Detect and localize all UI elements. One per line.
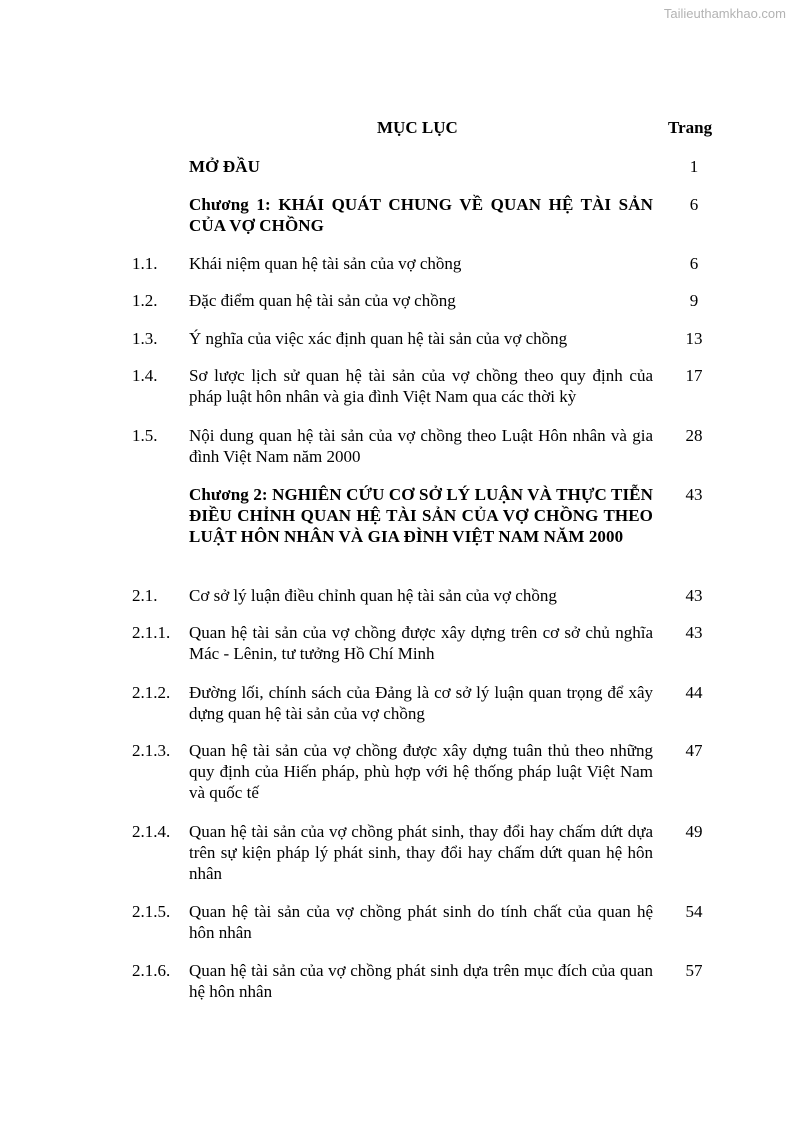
toc-entry-page: 44 bbox=[685, 683, 703, 702]
toc-header bbox=[0, 118, 794, 142]
toc-entry-page: 13 bbox=[685, 329, 703, 348]
toc-entry-title: Đường lối, chính sách của Đảng là cơ sở lý luận quan trọng để xây dựng quan hệ tài sản của vợ chồng bbox=[189, 683, 653, 723]
toc-entry-number: 1.2. bbox=[132, 291, 158, 310]
toc-entry-number: 2.1.1. bbox=[132, 623, 171, 642]
toc-entry-title: Cơ sở lý luận điều chỉnh quan hệ tài sản của vợ chồng bbox=[189, 586, 557, 605]
toc-entry-title: Quan hệ tài sản của vợ chồng phát sinh dựa trên mục đích của quan hệ hôn nhân bbox=[189, 961, 653, 1001]
toc-entry-title: Quan hệ tài sản của vợ chồng được xây dựng tuân thủ theo những quy định của Hiến pháp, phù hợp với hệ thống pháp luật Việt Nam và quốc tế bbox=[189, 741, 653, 802]
toc-entry-number: 2.1.5. bbox=[132, 902, 171, 921]
toc-entry-page: 6 bbox=[689, 195, 699, 214]
toc-entry-title: Chương 2: NGHIÊN CỨU CƠ SỞ LÝ LUẬN VÀ THỰC TIỄN ĐIỀU CHỈNH QUAN HỆ TÀI SẢN CỦA VỢ CHỒNG THEO LUẬT HÔN NHÂN VÀ GIA ĐÌNH VIỆT NAM NĂM 2000 bbox=[189, 485, 653, 546]
toc-entry-title: Ý nghĩa của việc xác định quan hệ tài sản của vợ chồng bbox=[189, 329, 568, 348]
toc-entry-title: Khái niệm quan hệ tài sản của vợ chồng bbox=[189, 254, 462, 273]
toc-entry-title: Quan hệ tài sản của vợ chồng phát sinh, thay đổi hay chấm dứt dựa trên sự kiện pháp lý phát sinh, thay đổi hay chấm dứt quan hệ hôn nhân bbox=[189, 822, 653, 883]
toc-entry-number: 2.1.3. bbox=[132, 741, 171, 760]
toc-entry-number: 2.1.6. bbox=[132, 961, 171, 980]
toc-entry-page: 43 bbox=[685, 586, 703, 605]
toc-entry-title: Nội dung quan hệ tài sản của vợ chồng theo Luật Hôn nhân và gia đình Việt Nam năm 2000 bbox=[189, 426, 653, 466]
toc-entry-page: 17 bbox=[685, 366, 703, 385]
toc-entry-number: 2.1.2. bbox=[132, 683, 171, 702]
toc-entry-title: Đặc điểm quan hệ tài sản của vợ chồng bbox=[189, 291, 456, 310]
toc-entry-page: 9 bbox=[689, 291, 699, 310]
toc-entry-title: Quan hệ tài sản của vợ chồng được xây dựng trên cơ sở chủ nghĩa Mác - Lênin, tư tưởng Hồ Chí Minh bbox=[189, 623, 653, 663]
toc-entry-title: Sơ lược lịch sử quan hệ tài sản của vợ chồng theo quy định của pháp luật hôn nhân và gia đình Việt Nam qua các thời kỳ bbox=[189, 366, 653, 406]
page-column-label: Trang bbox=[668, 118, 713, 137]
toc-entry-page: 49 bbox=[685, 822, 703, 841]
toc-entry-page: 47 bbox=[685, 741, 703, 760]
toc-entry-title: Quan hệ tài sản của vợ chồng phát sinh do tính chất của quan hệ hôn nhân bbox=[189, 902, 653, 942]
toc-entry-page: 57 bbox=[685, 961, 703, 980]
watermark: Tailieuthamkhao.com bbox=[663, 6, 786, 21]
toc-entry-page: 54 bbox=[685, 902, 703, 921]
toc-entry-number: 1.3. bbox=[132, 329, 158, 348]
toc-entry-page: 43 bbox=[685, 485, 703, 504]
toc-entry-page: 28 bbox=[685, 426, 703, 445]
toc-entry-number: 2.1. bbox=[132, 586, 158, 605]
toc-entry-page: 43 bbox=[685, 623, 703, 642]
toc-entry-title: Chương 1: KHÁI QUÁT CHUNG VỀ QUAN HỆ TÀI SẢN CỦA VỢ CHỒNG bbox=[189, 195, 653, 235]
toc-entry-page: 6 bbox=[689, 254, 699, 273]
toc-entry-number: 2.1.4. bbox=[132, 822, 171, 841]
toc-entry-number: 1.4. bbox=[132, 366, 158, 385]
toc-entry-page: 1 bbox=[689, 157, 699, 176]
toc-entry-number: 1.5. bbox=[132, 426, 158, 445]
toc-entry-number: 1.1. bbox=[132, 254, 158, 273]
page-title: MỤC LỤC bbox=[377, 118, 458, 137]
toc-entry-title: MỞ ĐẦU bbox=[189, 157, 260, 176]
